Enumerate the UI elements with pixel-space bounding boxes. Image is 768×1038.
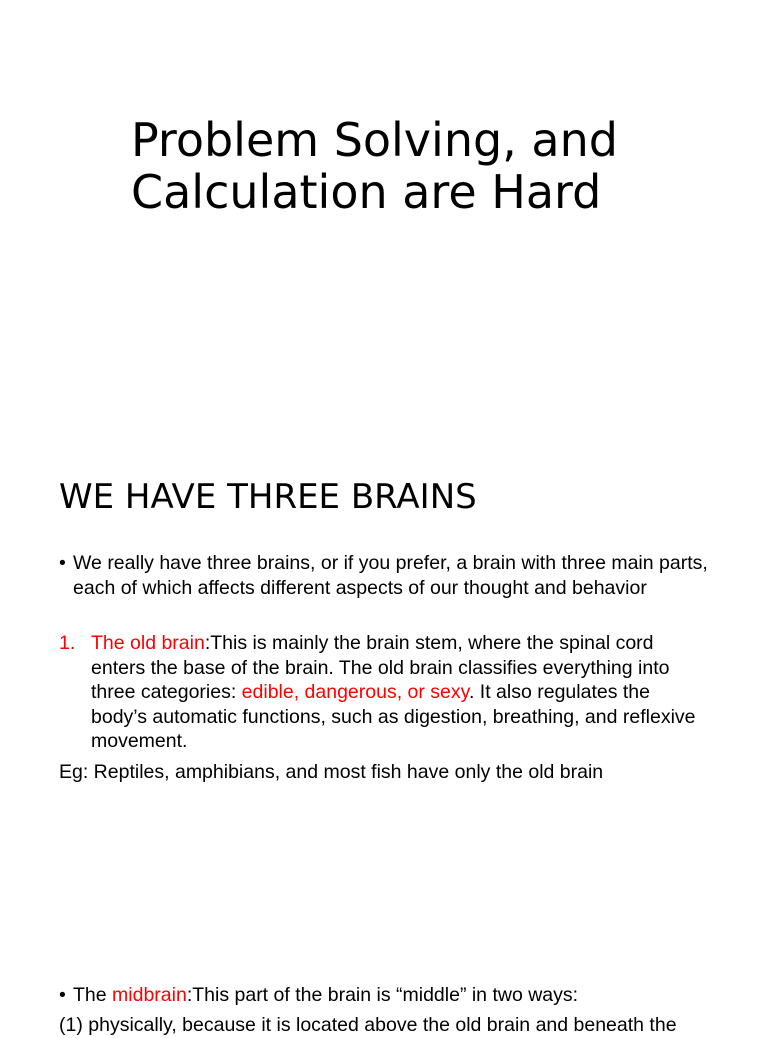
- old-brain-description: [91, 631, 709, 754]
- old-brain-text-b: . It also regulates the body’s automatic functions, such as digestion, breathing, and reflexive movement.: [91, 681, 696, 752]
- old-brain-term: The old brain: [91, 632, 205, 654]
- bullet-text: We really have three brains, or if you prefer, a brain with three main parts, each of which affects different aspects of our thought and behavior: [73, 552, 708, 599]
- slide-title-problem-solving: [131, 114, 731, 218]
- midbrain-prefix: The: [73, 984, 113, 1006]
- bullet-three-brains: [59, 551, 719, 600]
- list-number: 1.: [59, 632, 76, 654]
- slide-title-line-2: Calculation are Hard: [131, 165, 602, 219]
- bullet-midbrain: [59, 983, 719, 1008]
- midbrain-term: midbrain: [112, 984, 187, 1006]
- slide-title-line-1: Problem Solving, and: [131, 113, 618, 167]
- old-brain-text-a: :This is mainly the brain stem, where the spinal cord enters the base of the brain. The old brain classifies everything into three categories:: [91, 632, 670, 703]
- midbrain-text: :This part of the brain is “middle” in two ways:: [186, 984, 579, 1006]
- midbrain-line-2: (1) physically, because it is located above the old brain and beneath the: [59, 1014, 677, 1036]
- list-item-old-brain: [59, 631, 709, 754]
- old-brain-categories: edible, dangerous, or sexy: [241, 681, 469, 703]
- bullet-icon: •: [59, 552, 66, 574]
- slide-title-three-brains: WE HAVE THREE BRAINS: [59, 477, 477, 517]
- example-line: Eg: Reptiles, amphibians, and most fish have only the old brain: [59, 761, 604, 783]
- midbrain-description: [73, 983, 719, 1008]
- bullet-icon: •: [59, 984, 66, 1006]
